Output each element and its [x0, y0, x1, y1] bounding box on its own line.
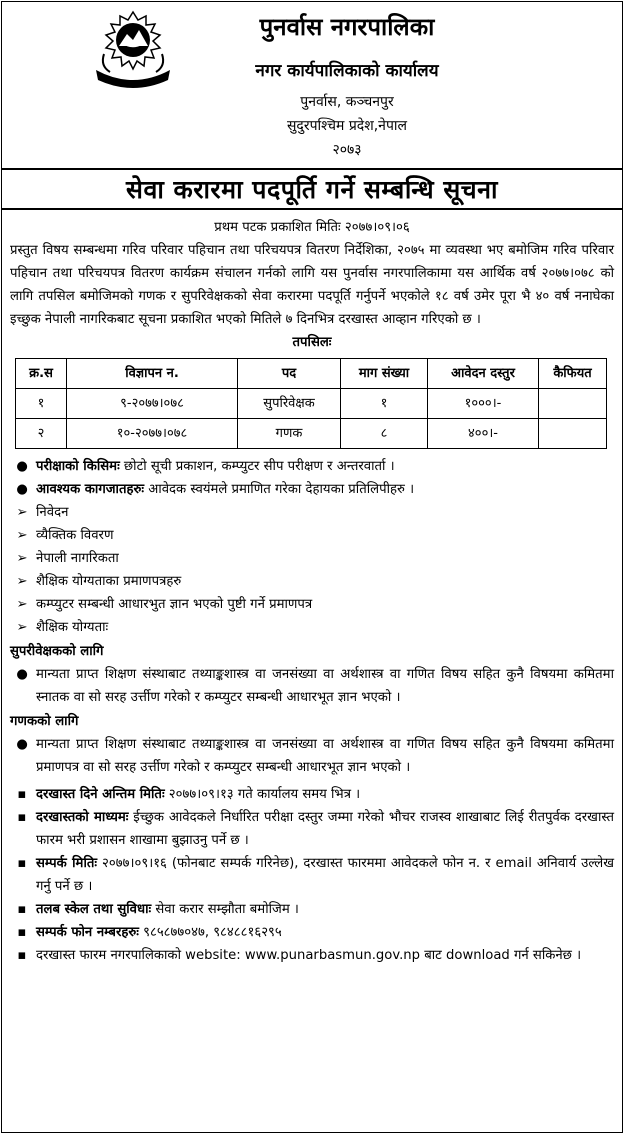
cell-remarks [539, 389, 607, 419]
table-row [16, 419, 607, 449]
phone-numbers: ९८५८७७०४७, ९८४८८१६२९५ [138, 925, 282, 940]
salary-item [10, 898, 614, 921]
bullet-icon: ● [16, 459, 28, 474]
arrow-bullet-icon: ➢ [16, 505, 28, 520]
col-ad-number: विज्ञापन न. [67, 359, 238, 389]
deadline-item [10, 783, 614, 806]
address-line-1: पुनर्वास, कञ्चनपुर [300, 94, 394, 110]
notice-page [1, 1, 623, 1133]
list-item [10, 616, 614, 639]
contact-date-item [10, 852, 614, 898]
website-text: दरखास्त फारम नगरपालिकाको website: www.punarbasmun.gov.np बाट download गर्न सकिनेछ । [36, 948, 582, 963]
requirements-list [10, 455, 614, 639]
vacancy-table [15, 358, 607, 449]
exam-type-text: छोटो सूची प्रकाशन, कम्प्युटर सीप परीक्षण र अन्तरवार्ता । [119, 459, 395, 474]
square-bullet-icon: ▪ [17, 856, 27, 871]
cell-fee: १०००।- [428, 389, 539, 419]
letterhead [2, 2, 622, 168]
published-date: प्रथम पटक प्रकाशित मितिः २०७७।०९।०६ [214, 220, 410, 235]
intro-paragraph: प्रस्तुत विषय सम्बन्धमा गरिव परिवार पहिचान तथा परिचयपत्र वितरण निर्देशिका, २०७५ मा व्यवस्था भए बमोजिम गरिव परिवार पहिचान तथा परिचयपत्र वितरण कार्यक्रम संचालन गर्नको लागि यस पुनर्वास नगरपालिकामा यस आर्थिक वर्ष २०७७।०७८ को लागि तपसिल बमोजिमको गणक र सुपरिवेक्षकको सेवा करारमा पदपूर्ति गर्नुपर्ने भएकोले १८ वर्ष उमेर पूरा भै ४० वर्ष ननाघेका इच्छुक नेपाली नागरिकबाट सूचना प्रकाशित भएको मितिले ७ दिनभित्र दरखास्त आव्हान गरिएको छ । [10, 243, 614, 327]
document-item-label: नेपाली नागरिकता [36, 551, 119, 566]
list-item [10, 547, 614, 570]
document-item-label: शैक्षिक योग्यताका प्रमाणपत्रहरु [36, 574, 182, 589]
salary-text: सेवा करार सम्झौता बमोजिम । [151, 902, 299, 917]
arrow-bullet-icon: ➢ [16, 574, 28, 589]
exam-type-item [10, 455, 614, 478]
submission-method-label: दरखास्तको माध्यमः [36, 810, 129, 825]
cell-fee: ४००।- [428, 419, 539, 449]
details-list [10, 783, 614, 967]
deadline-text: २०७७।०९।१३ गते कार्यालय समय भित्र । [164, 787, 361, 802]
cell-ad-number: ९-२०७७।०७८ [67, 389, 238, 419]
notice-title: सेवा करारमा पदपूर्ति गर्ने सम्बन्धि सूचना [2, 168, 622, 210]
col-remarks: कैफियत [539, 359, 607, 389]
phone-label: सम्पर्क फोन नम्बरहरुः [36, 925, 139, 940]
col-fee: आवेदन दस्तुर [428, 359, 539, 389]
address-line-2: सुदुरपश्चिम प्रदेश,नेपाल [286, 118, 408, 134]
table-row [16, 389, 607, 419]
list-item [10, 524, 614, 547]
enumerator-heading: गणकको लागि [10, 714, 79, 729]
submission-method-text: ईच्छुक आवेदकले निर्धारित परीक्षा दस्तुर जम्मा गरेको भौचर राजस्व शाखाबाट लिई रीतपुर्वक दरखास्त फारम भरी प्रशासन शाखामा बुझाउनु पर्ने छ । [36, 810, 615, 848]
document-item-label: व्यैक्तिक विवरण [36, 528, 114, 543]
arrow-bullet-icon: ➢ [16, 528, 28, 543]
contact-date-label: सम्पर्क मितिः [36, 856, 98, 871]
established-year: २०७३ [332, 142, 362, 158]
documents-label: आवश्यक कागजातहरुः [36, 482, 145, 497]
cell-serial: १ [16, 389, 67, 419]
table-title: तपसिलः [292, 335, 332, 350]
enumerator-qualification-text: मान्यता प्राप्त शिक्षण संस्थाबाट तथ्याङ्कशास्त्र वा जनसंख्या वा अर्थशास्त्र वा गणित विषय सहित कुनै विषयमा कमितमा प्रमाणपत्र वा सो सरह उर्त्तीण गरेको र कम्प्युटर सम्बन्धी आधारभूत ज्ञान भएको । [36, 737, 614, 775]
notice-body [2, 210, 622, 967]
col-demand: माग संख्या [341, 359, 428, 389]
list-item [10, 593, 614, 616]
bullet-icon: ● [16, 667, 28, 682]
cell-ad-number: १०-२०७७।०७८ [67, 419, 238, 449]
salary-label: तलब स्केल तथा सुविधाः [36, 902, 152, 917]
document-item-label: शैक्षिक योग्यताः [36, 620, 109, 635]
office-name: नगर कार्यपालिकाको कार्यालय [255, 61, 439, 81]
documents-text: आवेदक स्वयंमले प्रमाणित गरेका देहायका प्रतिलिपीहरु । [144, 482, 415, 497]
cell-post: सुपरिवेक्षक [238, 389, 341, 419]
square-bullet-icon: ▪ [17, 902, 27, 917]
deadline-label: दरखास्त दिने अन्तिम मितिः [36, 787, 165, 802]
arrow-bullet-icon: ➢ [16, 551, 28, 566]
phone-item [10, 921, 614, 944]
website-item [10, 944, 614, 967]
cell-demand: १ [341, 389, 428, 419]
cell-remarks [539, 419, 607, 449]
arrow-bullet-icon: ➢ [16, 597, 28, 612]
document-item-label: कम्प्युटर सम्बन्धी आधारभुत ज्ञान भएको पुष्टी गर्ने प्रमाणपत्र [36, 597, 313, 612]
list-item [10, 501, 614, 524]
square-bullet-icon: ▪ [17, 810, 27, 825]
arrow-bullet-icon: ➢ [16, 620, 28, 635]
square-bullet-icon: ▪ [17, 925, 27, 940]
table-header-row [16, 359, 607, 389]
exam-type-label: परीक्षाको किसिमः [36, 459, 120, 474]
square-bullet-icon: ▪ [17, 787, 27, 802]
square-bullet-icon: ▪ [17, 948, 27, 963]
contact-date-text: २०७७।०९।१६ (फोनबाट सम्पर्क गरिनेछ), दरखास्त फारममा आवेदकले फोन न. र email अनिवार्य उल्लेख गर्नु पर्ने छ । [36, 856, 614, 894]
list-item [10, 570, 614, 593]
supervisor-qualification [10, 663, 614, 709]
documents-item [10, 478, 614, 501]
supervisor-qualification-text: मान्यता प्राप्त शिक्षण संस्थाबाट तथ्याङ्कशास्त्र वा जनसंख्या वा अर्थशास्त्र वा गणित विषय सहित कुनै विषयमा कमितमा स्नातक वा सो सरह उर्त्तीण गरेको र कम्प्युटर सम्बन्धी आधारभूत ज्ञान भएको । [36, 667, 614, 705]
cell-serial: २ [16, 419, 67, 449]
submission-method-item [10, 806, 614, 852]
document-item-label: निवेदन [36, 505, 69, 520]
enumerator-qualification [10, 733, 614, 779]
bullet-icon: ● [16, 482, 28, 497]
supervisor-heading: सुपरीवेक्षकको लागि [10, 644, 104, 659]
col-serial: क्र.स [16, 359, 67, 389]
cell-demand: ८ [341, 419, 428, 449]
municipality-name: पुनर्वास नगरपालिका [259, 13, 435, 41]
cell-post: गणक [238, 419, 341, 449]
bullet-icon: ● [16, 737, 28, 752]
col-post: पद [238, 359, 341, 389]
